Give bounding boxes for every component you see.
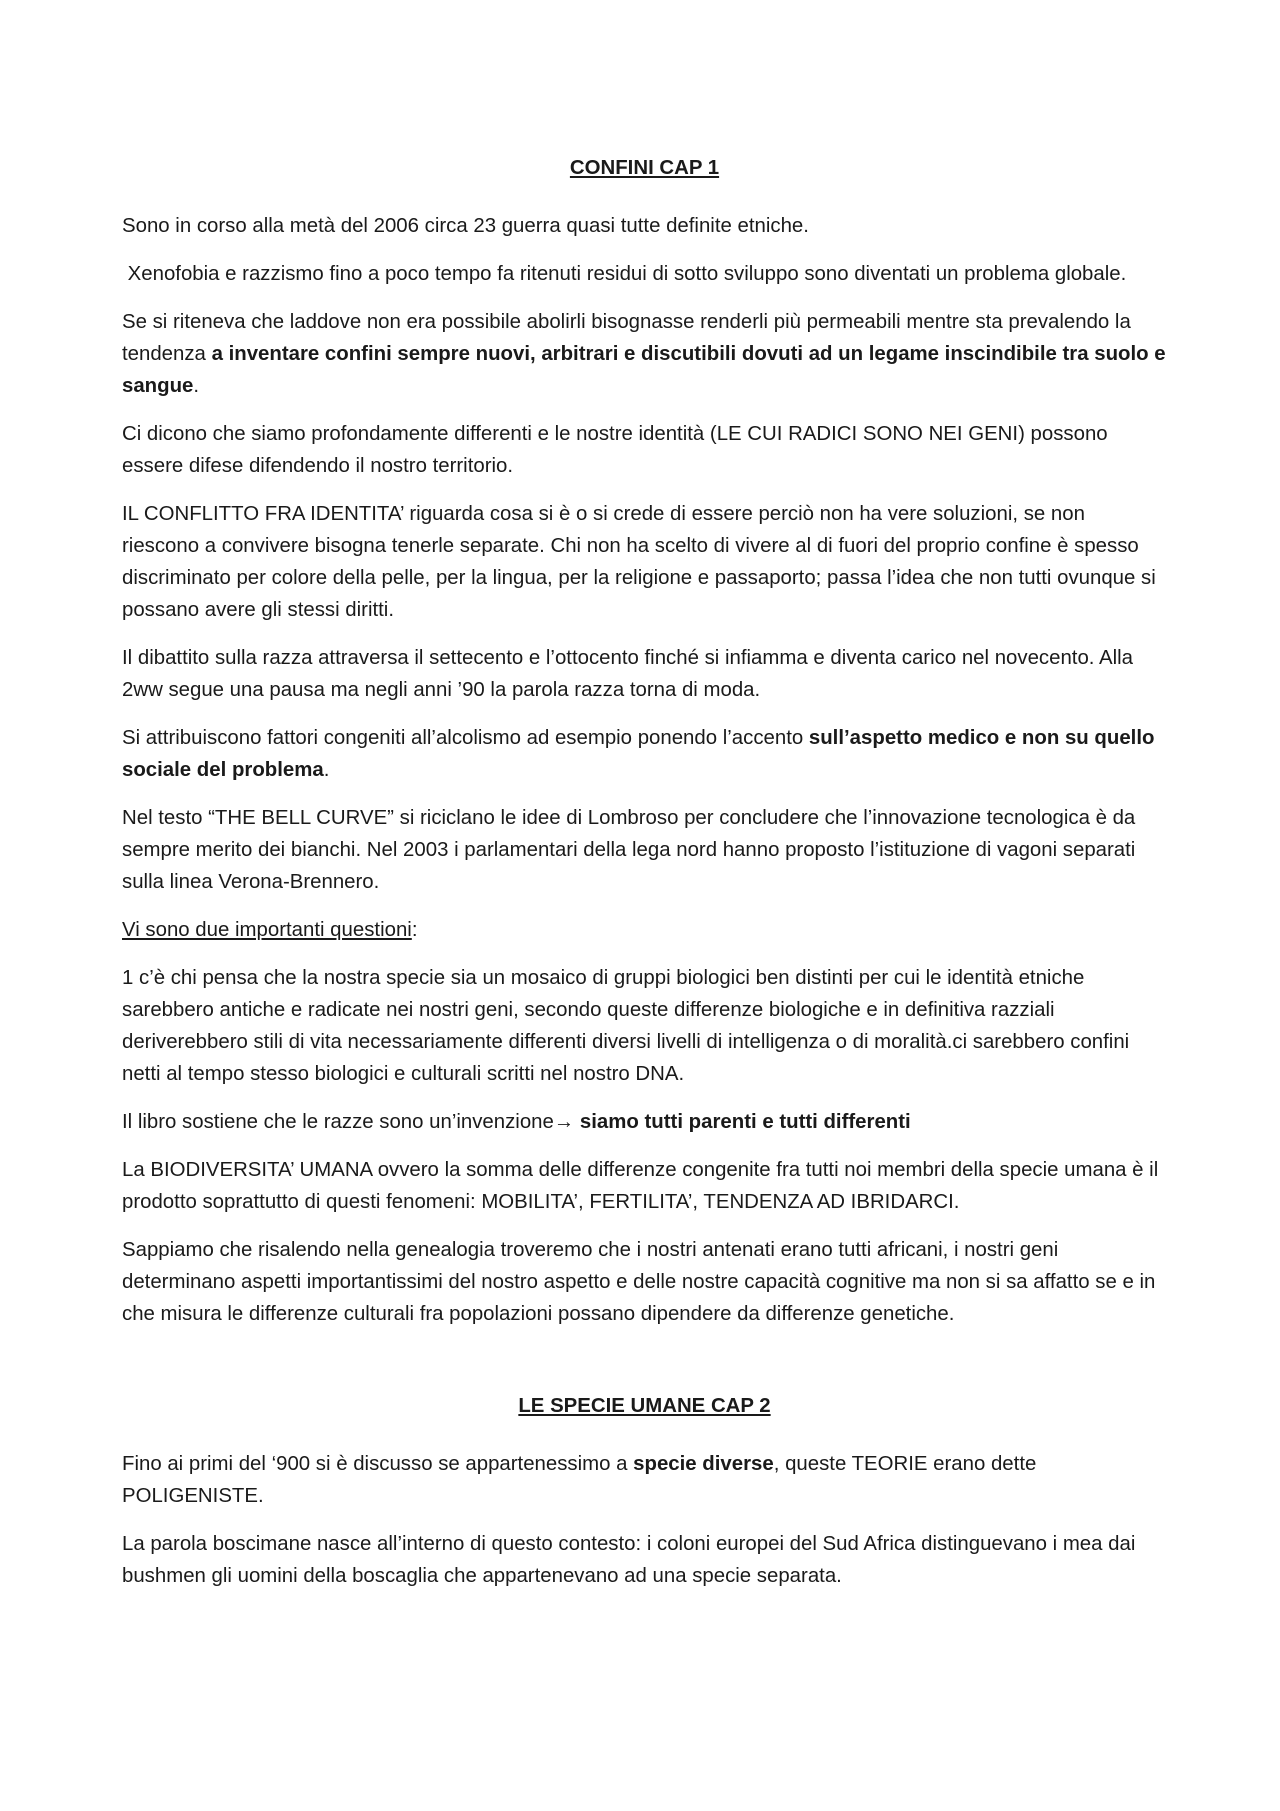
paragraph-text: Xenofobia e razzismo fino a poco tempo fa ritenuti residui di sotto sviluppo sono diventati un problema globale. xyxy=(127,263,1127,285)
paragraph-text: : xyxy=(411,919,418,941)
paragraph: La parola boscimane nasce all’interno di questo contesto: i coloni europei del Sud Africa distinguevano i mea dai bushmen gli uomini della boscaglia che appartenevano ad una specie separata. xyxy=(122,1533,1136,1587)
bold-text: a inventare confini sempre nuovi, arbitrari e discutibili dovuti ad un legame inscindibile tra suolo e sangue xyxy=(122,343,1166,397)
paragraph: Nel testo “THE BELL CURVE” si riciclano le idee di Lombroso per concludere che l’innovazione tecnologica è da sempre merito dei bianchi. Nel 2003 i parlamentari della lega nord hanno proposto l’istituzione di vagoni separati sulla linea Verona-Brennero. xyxy=(122,807,1136,893)
paragraph: IL CONFLITTO FRA IDENTITA’ riguarda cosa si è o si crede di essere perciò non ha vere soluzioni, se non riescono a convivere bisogna tenerle separate. Chi non ha scelto di vivere al di fuori del proprio confine è spesso discriminato per colore della pelle, per la lingua, per la religione e passaporto; passa l’idea che non tutti ovunque si possano avere gli stessi diritti. xyxy=(122,503,1156,621)
paragraph-text: Fino ai primi del ‘900 si è discusso se appartenessimo a xyxy=(122,1453,634,1475)
paragraph xyxy=(122,306,1167,402)
paragraph: Sono in corso alla metà del 2006 circa 23 guerra quasi tutte definite etniche. xyxy=(122,215,809,237)
bold-text: specie diverse xyxy=(633,1453,774,1475)
paragraph-text: Se si riteneva che laddove non era possibile abolirli bisognasse renderli più permeabili mentre sta prevalendo la tendenza xyxy=(122,311,1131,365)
paragraph xyxy=(122,722,1167,786)
underlined-text: Vi sono due importanti questioni xyxy=(122,919,412,941)
chapter1-title: CONFINI CAP 1 xyxy=(569,157,720,179)
paragraph-text: . xyxy=(193,375,200,397)
bold-text: sull’aspetto medico e non su quello sociale del problema xyxy=(122,727,1155,781)
paragraph: 1 c’è chi pensa che la nostra specie sia un mosaico di gruppi biologici ben distinti per cui le identità etniche sarebbero antiche e radicate nei nostri geni, secondo queste differenze biologiche e in definitiva razziali deriverebbero stili di vita necessariamente differenti diversi livelli di intelligenza o di moralità.ci sarebbero confini netti al tempo stesso biologici e culturali scritti nel nostro DNA. xyxy=(122,967,1130,1085)
paragraph-text: Il libro sostiene che le razze sono un’invenzione xyxy=(122,1111,554,1133)
paragraph-text: Si attribuiscono fattori congeniti all’alcolismo ad esempio ponendo l’accento xyxy=(122,727,809,749)
paragraph xyxy=(122,1106,1167,1138)
right-arrow-icon: → xyxy=(553,1111,575,1133)
paragraph xyxy=(122,1448,1167,1512)
paragraph-text: , queste TEORIE erano dette POLIGENISTE. xyxy=(122,1453,1037,1507)
paragraph: Ci dicono che siamo profondamente differenti e le nostre identità (LE CUI RADICI SONO NEI GENI) possono essere difese difendendo il nostro territorio. xyxy=(122,423,1108,477)
paragraph: La BIODIVERSITA’ UMANA ovvero la somma delle differenze congenite fra tutti noi membri della specie umana è il prodotto soprattutto di questi fenomeni: MOBILITA’, FERTILITA’, TENDENZA AD IBRIDARCI. xyxy=(122,1159,1159,1213)
bold-text: siamo tutti parenti e tutti differenti xyxy=(574,1111,911,1133)
paragraph: Sappiamo che risalendo nella genealogia troveremo che i nostri antenati erano tutti africani, i nostri geni determinano aspetti importantissimi del nostro aspetto e delle nostre capacità cognitive ma non si sa affatto se e in che misura le differenze culturali fra popolazioni possano dipendere da differenze genetiche. xyxy=(122,1239,1156,1325)
paragraph xyxy=(122,258,1167,290)
document-content xyxy=(122,152,1167,1608)
chapter2-title: LE SPECIE UMANE CAP 2 xyxy=(518,1395,771,1417)
paragraph xyxy=(122,914,1167,946)
paragraph-text: . xyxy=(323,759,330,781)
paragraph: Il dibattito sulla razza attraversa il settecento e l’ottocento finché si infiamma e diventa carico nel novecento. Alla 2ww segue una pausa ma negli anni ’90 la parola razza torna di moda. xyxy=(122,647,1134,701)
